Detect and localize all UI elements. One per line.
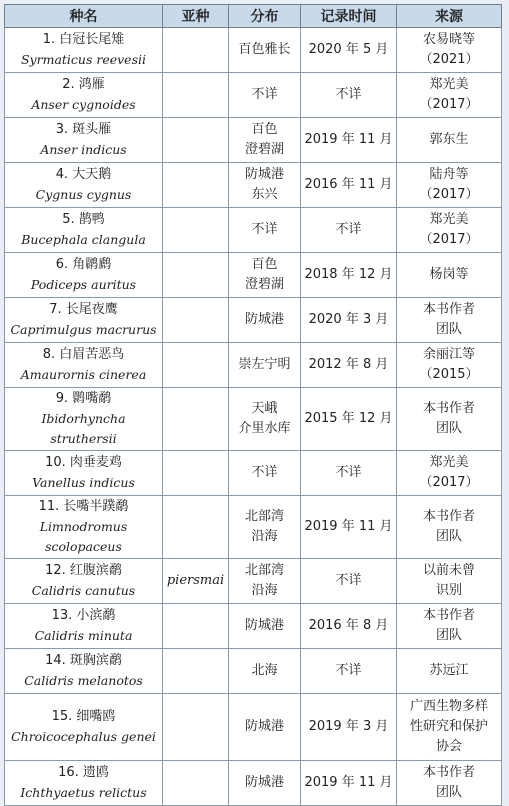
- distribution-line: 防城港: [244, 618, 284, 633]
- source-line: 郑光美: [429, 212, 469, 227]
- record-time-cell: 2020 年 5 月: [301, 28, 397, 73]
- record-time-cell: 不详: [301, 559, 397, 604]
- distribution-line: 百色雅长: [238, 42, 291, 57]
- species-chinese-name: 12. 红腹滨鹬: [45, 563, 122, 578]
- species-cell: [5, 118, 163, 163]
- source-line: （2017）: [419, 187, 479, 202]
- species-latin-name: Anser cygnoides: [31, 97, 136, 112]
- distribution-line: 防城港: [244, 719, 284, 734]
- source-cell: [397, 343, 502, 388]
- distribution-line: 防城港: [244, 312, 284, 327]
- table-row: [5, 208, 502, 253]
- source-line: 协会: [435, 739, 462, 754]
- record-time-cell: 2016 年 11 月: [301, 163, 397, 208]
- source-cell: [397, 496, 502, 559]
- table-row: [5, 253, 502, 298]
- species-cell: [5, 298, 163, 343]
- distribution-cell: [229, 163, 301, 208]
- subspecies-cell: [163, 496, 229, 559]
- table-body: [5, 28, 502, 806]
- source-line: 以前未曾: [422, 563, 475, 578]
- source-line: 杨岗等: [429, 267, 469, 282]
- table-row: [5, 118, 502, 163]
- source-line: 本书作者: [422, 509, 475, 524]
- subspecies-cell: [163, 163, 229, 208]
- subspecies-cell: [163, 28, 229, 73]
- distribution-cell: [229, 694, 301, 761]
- species-cell: [5, 761, 163, 806]
- distribution-cell: [229, 118, 301, 163]
- species-chinese-name: 10. 肉垂麦鸡: [45, 455, 122, 470]
- species-latin-name: Podiceps auritus: [30, 277, 137, 292]
- species-cell: [5, 451, 163, 496]
- species-chinese-name: 1. 白冠长尾雉: [42, 32, 125, 47]
- subspecies-cell: [163, 604, 229, 649]
- source-cell: [397, 761, 502, 806]
- species-latin-name: Calidris minuta: [34, 628, 133, 643]
- species-latin-name: Cygnus cygnus: [35, 187, 132, 202]
- source-line: （2021）: [419, 52, 479, 67]
- distribution-line: 不详: [251, 465, 278, 480]
- source-line: 团队: [435, 421, 462, 436]
- species-chinese-name: 16. 遗鸥: [58, 765, 109, 780]
- source-line: 性研究和保护: [409, 719, 488, 734]
- species-latin-name: Anser indicus: [40, 142, 127, 157]
- subspecies-cell: [163, 649, 229, 694]
- subspecies-cell: [163, 253, 229, 298]
- species-cell: [5, 208, 163, 253]
- source-line: 农易晓等: [422, 32, 475, 47]
- species-chinese-name: 9. 鹮嘴鹬: [55, 391, 112, 406]
- record-time-cell: 2019 年 11 月: [301, 496, 397, 559]
- source-cell: [397, 73, 502, 118]
- species-cell: [5, 496, 163, 559]
- source-line: 团队: [435, 322, 462, 337]
- species-chinese-name: 8. 白眉苦恶鸟: [42, 347, 125, 362]
- source-cell: [397, 208, 502, 253]
- header-source: 来源: [397, 5, 502, 28]
- species-latin-name: Bucephala clangula: [21, 232, 146, 247]
- table-row: [5, 761, 502, 806]
- subspecies-cell: [163, 298, 229, 343]
- distribution-line: 沿海: [251, 529, 278, 544]
- record-time-cell: 2019 年 11 月: [301, 118, 397, 163]
- bird-records-table: [4, 4, 502, 806]
- header-species: 种名: [5, 5, 163, 28]
- record-time-cell: 2018 年 12 月: [301, 253, 397, 298]
- source-line: 本书作者: [422, 608, 475, 623]
- source-cell: [397, 163, 502, 208]
- header-subspecies: 亚种: [163, 5, 229, 28]
- source-line: 本书作者: [422, 765, 475, 780]
- header-record-time: 记录时间: [301, 5, 397, 28]
- table-row: [5, 343, 502, 388]
- distribution-line: 不详: [251, 222, 278, 237]
- source-cell: [397, 28, 502, 73]
- source-line: 郑光美: [429, 77, 469, 92]
- distribution-cell: [229, 496, 301, 559]
- species-latin-name: Ichthyaetus relictus: [20, 785, 147, 800]
- source-line: 团队: [435, 529, 462, 544]
- species-chinese-name: 13. 小滨鹬: [51, 608, 116, 623]
- distribution-cell: [229, 28, 301, 73]
- species-latin-name: Chroicocephalus genei: [11, 729, 156, 744]
- header-distribution: 分布: [229, 5, 301, 28]
- distribution-cell: [229, 649, 301, 694]
- distribution-cell: [229, 343, 301, 388]
- record-time-cell: 2019 年 3 月: [301, 694, 397, 761]
- species-chinese-name: 5. 鹊鸭: [62, 212, 105, 227]
- subspecies-cell: [163, 761, 229, 806]
- distribution-line: 北部湾: [244, 509, 284, 524]
- table-row: [5, 28, 502, 73]
- subspecies-cell: [163, 694, 229, 761]
- record-time-cell: 2015 年 12 月: [301, 388, 397, 451]
- species-latin-name: Calidris canutus: [31, 583, 136, 598]
- distribution-line: 天峨: [251, 401, 278, 416]
- species-cell: [5, 649, 163, 694]
- species-chinese-name: 3. 斑头雁: [55, 122, 112, 137]
- distribution-line: 防城港: [244, 775, 284, 790]
- species-chinese-name: 14. 斑胸滨鹬: [45, 653, 122, 668]
- distribution-cell: [229, 388, 301, 451]
- record-time-cell: 不详: [301, 649, 397, 694]
- distribution-line: 东兴: [251, 187, 278, 202]
- distribution-line: 百色: [251, 122, 278, 137]
- species-cell: [5, 559, 163, 604]
- species-cell: [5, 253, 163, 298]
- distribution-cell: [229, 73, 301, 118]
- subspecies-cell: [163, 118, 229, 163]
- source-line: 团队: [435, 785, 462, 800]
- species-latin-name: Ibidorhyncha struthersii: [41, 411, 126, 446]
- species-chinese-name: 7. 长尾夜鹰: [49, 302, 118, 317]
- source-line: 团队: [435, 628, 462, 643]
- page: [4, 4, 501, 800]
- table-row: [5, 73, 502, 118]
- species-latin-name: Calidris melanotos: [24, 673, 143, 688]
- source-cell: [397, 388, 502, 451]
- distribution-line: 北部湾: [244, 563, 284, 578]
- distribution-cell: [229, 253, 301, 298]
- table-row: [5, 496, 502, 559]
- table-row: [5, 451, 502, 496]
- distribution-cell: [229, 208, 301, 253]
- source-cell: [397, 253, 502, 298]
- species-latin-name: Vanellus indicus: [32, 475, 135, 490]
- species-chinese-name: 6. 角䴙䴘: [55, 257, 112, 272]
- species-cell: [5, 163, 163, 208]
- species-chinese-name: 11. 长嘴半蹼鹬: [38, 499, 129, 514]
- distribution-line: 不详: [251, 87, 278, 102]
- distribution-line: 防城港: [244, 167, 284, 182]
- distribution-cell: [229, 559, 301, 604]
- table-row: [5, 298, 502, 343]
- species-latin-name: Amaurornis cinerea: [20, 367, 147, 382]
- source-cell: [397, 604, 502, 649]
- source-cell: [397, 649, 502, 694]
- record-time-cell: 不详: [301, 73, 397, 118]
- source-line: 广西生物多样: [409, 699, 488, 714]
- table-row: [5, 388, 502, 451]
- subspecies-cell: [163, 388, 229, 451]
- subspecies-cell: [163, 208, 229, 253]
- source-line: （2015）: [419, 367, 479, 382]
- species-latin-name: Caprimulgus macrurus: [10, 322, 157, 337]
- source-cell: [397, 694, 502, 761]
- distribution-line: 沿海: [251, 583, 278, 598]
- record-time-cell: 不详: [301, 208, 397, 253]
- species-cell: [5, 604, 163, 649]
- source-cell: [397, 298, 502, 343]
- source-line: 本书作者: [422, 401, 475, 416]
- table-header-row: [5, 5, 502, 28]
- species-chinese-name: 15. 细嘴鸥: [51, 709, 116, 724]
- subspecies-cell: [163, 73, 229, 118]
- record-time-cell: 不详: [301, 451, 397, 496]
- table-row: [5, 559, 502, 604]
- table-row: [5, 163, 502, 208]
- species-cell: [5, 694, 163, 761]
- record-time-cell: 2016 年 8 月: [301, 604, 397, 649]
- source-line: 余丽江等: [422, 347, 475, 362]
- table-row: [5, 649, 502, 694]
- species-cell: [5, 343, 163, 388]
- species-chinese-name: 4. 大天鹅: [55, 167, 112, 182]
- distribution-cell: [229, 604, 301, 649]
- distribution-line: 介里水库: [238, 421, 291, 436]
- distribution-line: 澄碧湖: [244, 142, 284, 157]
- table-row: [5, 694, 502, 761]
- source-line: 本书作者: [422, 302, 475, 317]
- source-cell: [397, 118, 502, 163]
- record-time-cell: 2020 年 3 月: [301, 298, 397, 343]
- source-line: 陆舟等: [429, 167, 469, 182]
- distribution-line: 崇左宁明: [238, 357, 291, 372]
- species-cell: [5, 73, 163, 118]
- distribution-cell: [229, 298, 301, 343]
- source-line: 郑光美: [429, 455, 469, 470]
- species-chinese-name: 2. 鸿雁: [62, 77, 105, 92]
- source-cell: [397, 559, 502, 604]
- distribution-line: 百色: [251, 257, 278, 272]
- source-line: 苏远江: [429, 663, 469, 678]
- species-latin-name: Syrmaticus reevesii: [20, 52, 146, 67]
- distribution-line: 澄碧湖: [244, 277, 284, 292]
- record-time-cell: 2012 年 8 月: [301, 343, 397, 388]
- source-line: 识别: [435, 583, 462, 598]
- distribution-line: 北海: [251, 663, 278, 678]
- record-time-cell: 2019 年 11 月: [301, 761, 397, 806]
- species-latin-name: Limnodromus scolopaceus: [39, 519, 128, 554]
- subspecies-cell: piersmai: [163, 559, 229, 604]
- source-line: 郭东生: [429, 132, 469, 147]
- source-line: （2017）: [419, 97, 479, 112]
- species-cell: [5, 388, 163, 451]
- distribution-cell: [229, 451, 301, 496]
- subspecies-cell: [163, 343, 229, 388]
- table-row: [5, 604, 502, 649]
- source-line: （2017）: [419, 232, 479, 247]
- subspecies-cell: [163, 451, 229, 496]
- species-cell: [5, 28, 163, 73]
- distribution-cell: [229, 761, 301, 806]
- source-line: （2017）: [419, 475, 479, 490]
- source-cell: [397, 451, 502, 496]
